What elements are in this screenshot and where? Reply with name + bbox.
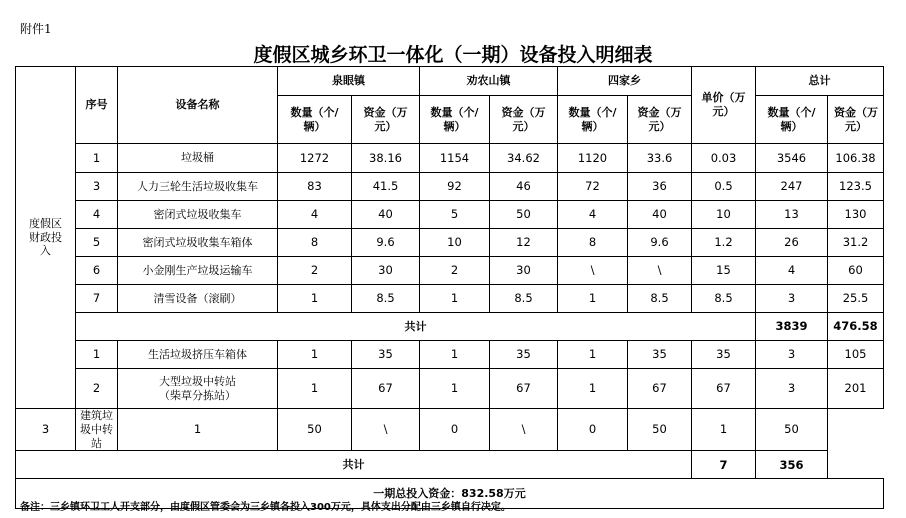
value-cell-tq: 3 [756, 285, 828, 313]
equipment-name-cell: 密闭式垃圾收集车 [118, 201, 278, 229]
seq-cell: 7 [76, 285, 118, 313]
qty-header: 数量（个/辆） [278, 96, 352, 144]
value-cell-q1: 1 [118, 409, 278, 451]
value-cell-tf: 123.5 [828, 173, 884, 201]
town3-header: 四家乡 [558, 67, 692, 96]
equipment-name-cell [118, 369, 278, 409]
value-cell-price: 67 [692, 369, 756, 409]
value-cell-q2: \ [352, 409, 420, 451]
fund-header: 资金（万元） [352, 96, 420, 144]
subtotal-fund: 356 [756, 451, 828, 479]
table-row [16, 173, 884, 201]
value-cell-q2: 5 [420, 201, 490, 229]
value-cell-tf: 106.38 [828, 144, 884, 173]
qty-header: 数量（个/辆） [420, 96, 490, 144]
qty-header: 数量（个/辆） [756, 96, 828, 144]
value-cell-f1: 38.16 [352, 144, 420, 173]
seq-cell: 2 [76, 369, 118, 409]
value-cell-q1: 83 [278, 173, 352, 201]
value-cell-q3: \ [490, 409, 558, 451]
table-row [16, 257, 884, 285]
value-cell-q3: 1120 [558, 144, 628, 173]
value-cell-f3: 36 [628, 173, 692, 201]
value-cell-f1: 9.6 [352, 229, 420, 257]
attachment-label: 附件1 [20, 22, 52, 36]
seq-cell: 3 [76, 173, 118, 201]
name-line: 大型垃圾中转站 [159, 374, 236, 388]
value-cell-tf: 105 [828, 341, 884, 369]
page-title: 度假区城乡环卫一体化（一期）设备投入明细表 [253, 44, 653, 66]
equipment-name-cell: 清雪设备（滚刷） [118, 285, 278, 313]
value-cell-q1: 1 [278, 341, 352, 369]
value-cell-f2: 8.5 [490, 285, 558, 313]
value-cell-q2: 1 [420, 369, 490, 409]
subtotal-fund: 476.58 [828, 313, 884, 341]
funding-source-cell: 度假区财政投入 [16, 67, 76, 409]
value-cell-tf: 31.2 [828, 229, 884, 257]
value-cell-q2: 2 [420, 257, 490, 285]
value-cell-q1: 1272 [278, 144, 352, 173]
seq-cell: 1 [76, 144, 118, 173]
name-header: 设备名称 [118, 67, 278, 144]
value-cell-f1: 8.5 [352, 285, 420, 313]
value-cell-tq: 26 [756, 229, 828, 257]
value-cell-f2: 0 [420, 409, 490, 451]
value-cell-f2: 35 [490, 341, 558, 369]
town1-header: 泉眼镇 [278, 67, 420, 96]
value-cell-tq: 3 [756, 341, 828, 369]
table-row [16, 341, 884, 369]
value-cell-tf: 60 [828, 257, 884, 285]
value-cell-price: 10 [692, 201, 756, 229]
value-cell-f2: 67 [490, 369, 558, 409]
value-cell-q2: 92 [420, 173, 490, 201]
value-cell-price: 0.5 [692, 173, 756, 201]
value-cell-f2: 34.62 [490, 144, 558, 173]
table-row [16, 409, 884, 451]
value-cell-tq: 3546 [756, 144, 828, 173]
qty-header: 数量（个/辆） [558, 96, 628, 144]
grand-total-cell: 一期总投入资金：832.58万元 [16, 479, 884, 509]
seq-header: 序号 [76, 67, 118, 144]
equipment-name-cell: 小金刚生产垃圾运输车 [118, 257, 278, 285]
value-cell-q2: 1 [420, 285, 490, 313]
seq-cell: 3 [16, 409, 76, 451]
value-cell-f1: 67 [352, 369, 420, 409]
total-header: 总计 [756, 67, 884, 96]
value-cell-tf: 50 [756, 409, 828, 451]
value-cell-f2: 50 [490, 201, 558, 229]
seq-cell: 5 [76, 229, 118, 257]
value-cell-q3: \ [558, 257, 628, 285]
value-cell-q1: 1 [278, 285, 352, 313]
value-cell-q3: 1 [558, 285, 628, 313]
value-cell-f3: \ [628, 257, 692, 285]
value-cell-price: 15 [692, 257, 756, 285]
subtotal-row [16, 451, 884, 479]
value-cell-q3: 72 [558, 173, 628, 201]
value-cell-price: 0.03 [692, 144, 756, 173]
equipment-name-cell: 人力三轮生活垃圾收集车 [118, 173, 278, 201]
subtotal-label: 共计 [16, 451, 692, 479]
value-cell-f1: 35 [352, 341, 420, 369]
footnote: 备注：三乡镇环卫工人开支部分，由度假区管委会为三乡镇各投入300万元，具体支出分配由三乡镇自行决定。 [20, 502, 511, 513]
value-cell-q3: 1 [558, 341, 628, 369]
value-cell-f1: 50 [278, 409, 352, 451]
value-cell-tq: 3 [756, 369, 828, 409]
value-cell-f2: 30 [490, 257, 558, 285]
equipment-table [15, 66, 884, 509]
equipment-name-cell: 垃圾桶 [118, 144, 278, 173]
value-cell-price: 50 [628, 409, 692, 451]
value-cell-q1: 4 [278, 201, 352, 229]
value-cell-f3: 9.6 [628, 229, 692, 257]
value-cell-f2: 12 [490, 229, 558, 257]
fund-header: 资金（万元） [628, 96, 692, 144]
equipment-name-cell: 生活垃圾挤压车箱体 [118, 341, 278, 369]
value-cell-price: 8.5 [692, 285, 756, 313]
value-cell-tq: 13 [756, 201, 828, 229]
subtotal-qty: 7 [692, 451, 756, 479]
value-cell-tf: 201 [828, 369, 884, 409]
value-cell-f3: 67 [628, 369, 692, 409]
value-cell-price: 35 [692, 341, 756, 369]
value-cell-q3: 4 [558, 201, 628, 229]
table-row [16, 285, 884, 313]
value-cell-q3: 8 [558, 229, 628, 257]
subtotal-label: 共计 [76, 313, 756, 341]
seq-cell: 1 [76, 341, 118, 369]
value-cell-f3: 33.6 [628, 144, 692, 173]
equipment-name-cell: 密闭式垃圾收集车箱体 [118, 229, 278, 257]
unit-price-header: 单价（万元） [692, 67, 756, 144]
value-cell-q1: 1 [278, 369, 352, 409]
value-cell-q1: 8 [278, 229, 352, 257]
value-cell-f2: 46 [490, 173, 558, 201]
value-cell-q3: 1 [558, 369, 628, 409]
value-cell-f3: 0 [558, 409, 628, 451]
fund-header: 资金（万元） [828, 96, 884, 144]
value-cell-q2: 1 [420, 341, 490, 369]
table-row [16, 229, 884, 257]
value-cell-tq: 247 [756, 173, 828, 201]
value-cell-q2: 10 [420, 229, 490, 257]
value-cell-f3: 35 [628, 341, 692, 369]
fund-header: 资金（万元） [490, 96, 558, 144]
subtotal-qty: 3839 [756, 313, 828, 341]
value-cell-tq: 1 [692, 409, 756, 451]
value-cell-f1: 41.5 [352, 173, 420, 201]
subtotal-row [16, 313, 884, 341]
value-cell-f3: 8.5 [628, 285, 692, 313]
table-row [16, 144, 884, 173]
equipment-name-cell: 建筑垃圾中转站 [76, 409, 118, 451]
value-cell-f1: 30 [352, 257, 420, 285]
town2-header: 劝农山镇 [420, 67, 558, 96]
value-cell-price: 1.2 [692, 229, 756, 257]
name-line: （柴草分拣站） [159, 388, 236, 402]
seq-cell: 4 [76, 201, 118, 229]
value-cell-tf: 25.5 [828, 285, 884, 313]
value-cell-tq: 4 [756, 257, 828, 285]
table-row [16, 201, 884, 229]
seq-cell: 6 [76, 257, 118, 285]
value-cell-q1: 2 [278, 257, 352, 285]
value-cell-q2: 1154 [420, 144, 490, 173]
value-cell-f3: 40 [628, 201, 692, 229]
table-row [16, 369, 884, 409]
value-cell-f1: 40 [352, 201, 420, 229]
value-cell-tf: 130 [828, 201, 884, 229]
